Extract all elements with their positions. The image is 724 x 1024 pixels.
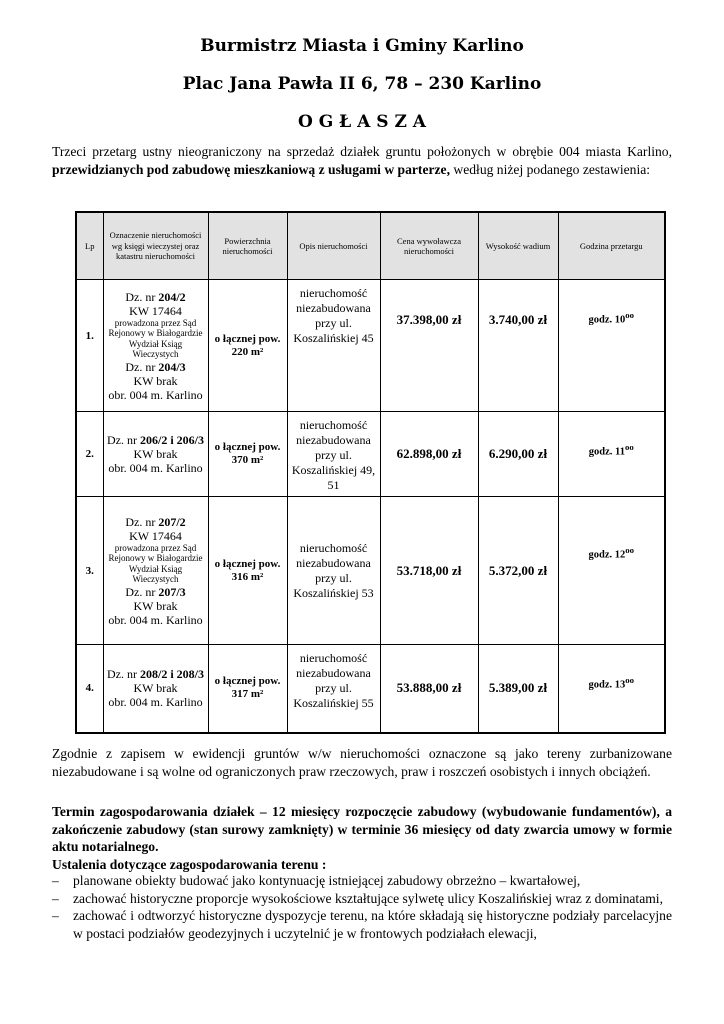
intro-part2: według niżej podanego zestawienia:	[453, 161, 651, 177]
list-item-text: zachować i odtworzyć historyczne dyspozycje terenu, na które składają się historyczne podziały parcelacyjne w postaci podziałów geodezyjnych i uczytelnić je w frontowych podziałach elewacji,	[73, 908, 672, 941]
row-price: 37.398,00 zł	[380, 280, 478, 412]
header-hour: Godzina przetargu	[558, 212, 665, 280]
designation-parcel: 206/2 i 206/3	[139, 433, 204, 447]
list-item-text: zachować historyczne proporcje wysokościowe kształtujące sylwetę ulicy Koszalińskiej wraz z dominatami,	[73, 890, 663, 906]
hour-text: godz. 12	[588, 549, 626, 561]
land-status-paragraph: Zgodnie z zapisem w ewidencji gruntów w/w nieruchomości oznaczone są jako tereny zurbanizowane niezabudowane i są wolne od ograniczonych praw rzeczowych, praw i roszczeń osobistych i innych obciążeń.	[52, 746, 672, 779]
row-lp: 2.	[76, 412, 103, 497]
dash-bullet: –	[52, 908, 59, 923]
row-description: nieruchomość niezabudowana przy ul. Koszalińskiej 53	[287, 497, 380, 645]
header-deposit: Wysokość wadium	[478, 212, 558, 280]
row-area: o łącznej pow. 316 m²	[208, 497, 287, 645]
designation-court: prowadzona przez Sąd Rejonowy w Białogardzie Wydział Ksiąg Wieczystych	[108, 542, 203, 584]
header-area: Powierzchnia nieruchomości	[208, 212, 287, 280]
hour-text: godz. 10	[588, 314, 626, 326]
row-area: o łącznej pow. 220 m²	[208, 280, 287, 412]
hour-sup: oo	[625, 310, 634, 320]
row-deposit: 3.740,00 zł	[478, 280, 558, 412]
designation-kw-none: KW brak	[133, 447, 178, 461]
designation-court: prowadzona przez Sąd Rejonowy w Białogardzie Wydział Ksiąg Wieczystych	[108, 317, 203, 359]
list-item	[52, 872, 672, 890]
designation-district: obr. 004 m. Karlino	[108, 387, 203, 402]
row-hour	[558, 645, 665, 733]
designation-parcel: 207/2	[158, 514, 186, 529]
table-row	[76, 280, 665, 412]
designation-kw: KW 17464	[129, 303, 182, 318]
designation-kw: KW 17464	[129, 528, 182, 543]
hour-sup: oo	[625, 545, 634, 555]
table-header-row	[76, 212, 665, 280]
hour-text: godz. 13	[588, 679, 626, 691]
row-deposit: 6.290,00 zł	[478, 412, 558, 497]
row-designation	[103, 412, 208, 497]
header-designation: Oznaczenie nieruchomości wg księgi wieczystej oraz katastru nieruchomości	[103, 212, 208, 280]
row-designation	[103, 280, 208, 412]
table-row	[76, 497, 665, 645]
row-lp: 3.	[76, 497, 103, 645]
designation-prefix-2: Dz. nr	[125, 584, 159, 599]
development-deadline-paragraph: Termin zagospodarowania działek – 12 miesięcy rozpoczęcie zabudowy (wybudowanie fundamentów), a zakończenie zabudowy (stan surowy zamknięty) w terminie 36 miesięcy od daty zwarcia umowy w formie aktu notarialnego.	[52, 804, 672, 854]
designation-district: obr. 004 m. Karlino	[108, 461, 203, 475]
designation-prefix: Dz. nr	[125, 289, 159, 304]
dash-bullet: –	[52, 873, 59, 888]
header-address: Plac Jana Pawła II 6, 78 – 230 Karlino	[182, 74, 542, 94]
dash-bullet: –	[52, 890, 59, 906]
designation-prefix: Dz. nr	[125, 514, 159, 529]
intro-bold: przewidzianych pod zabudowę mieszkaniową z usługami w parterze,	[52, 161, 450, 177]
designation-parcel-2: 204/3	[158, 359, 186, 374]
row-description: nieruchomość niezabudowana przy ul. Koszalińskiej 45	[287, 280, 380, 412]
intro-part1: Trzeci przetarg ustny nieograniczony na sprzedaż działek gruntu położonych w obrębie 004 miasta Karlino,	[52, 144, 672, 159]
row-hour	[558, 280, 665, 412]
row-price: 53.888,00 zł	[380, 645, 478, 733]
row-price: 62.898,00 zł	[380, 412, 478, 497]
table-row	[76, 412, 665, 497]
designation-prefix-2: Dz. nr	[125, 359, 159, 374]
row-lp: 1.	[76, 280, 103, 412]
intro-paragraph	[52, 143, 672, 178]
header-title: Burmistrz Miasta i Gminy Karlino	[200, 36, 524, 56]
designation-kw-none: KW brak	[133, 598, 178, 613]
row-designation	[103, 645, 208, 733]
row-description: nieruchomość niezabudowana przy ul. Koszalińskiej 49, 51	[287, 412, 380, 497]
property-table	[75, 211, 666, 734]
development-rules-list	[52, 872, 672, 942]
row-description: nieruchomość niezabudowana przy ul. Koszalińskiej 55	[287, 645, 380, 733]
row-hour	[558, 412, 665, 497]
row-lp: 4.	[76, 645, 103, 733]
designation-prefix: Dz. nr	[106, 667, 140, 682]
table-row	[76, 645, 665, 733]
list-item-text: planowane obiekty budować jako kontynuację istniejącej zabudowy obrzeżno – kwartałowej,	[73, 873, 581, 888]
designation-kw-none: KW brak	[133, 373, 178, 388]
header-announce: O G Ł A S Z A	[298, 112, 426, 132]
designation-parcel: 204/2	[158, 289, 186, 304]
row-deposit: 5.389,00 zł	[478, 645, 558, 733]
row-hour	[558, 497, 665, 645]
row-area: o łącznej pow. 370 m²	[208, 412, 287, 497]
row-deposit: 5.372,00 zł	[478, 497, 558, 645]
designation-district: obr. 004 m. Karlino	[108, 612, 203, 627]
designation-kw-none: KW brak	[133, 681, 178, 696]
header-lp: Lp	[76, 212, 103, 280]
row-area: o łącznej pow. 317 m²	[208, 645, 287, 733]
header-description: Opis nieruchomości	[287, 212, 380, 280]
header-price: Cena wywoławcza nieruchomości	[380, 212, 478, 280]
designation-prefix: Dz. nr	[106, 433, 140, 447]
designation-parcel-2: 207/3	[158, 584, 186, 599]
row-designation	[103, 497, 208, 645]
designation-parcel: 208/2 i 208/3	[139, 667, 204, 682]
designation-district: obr. 004 m. Karlino	[108, 695, 203, 710]
development-rules-title: Ustalenia dotyczące zagospodarowania terenu :	[52, 857, 327, 872]
list-item	[52, 890, 672, 908]
hour-sup: oo	[625, 675, 634, 685]
list-item	[52, 907, 672, 942]
hour-text: godz. 11	[588, 446, 625, 458]
hour-sup: oo	[624, 442, 634, 452]
row-price: 53.718,00 zł	[380, 497, 478, 645]
